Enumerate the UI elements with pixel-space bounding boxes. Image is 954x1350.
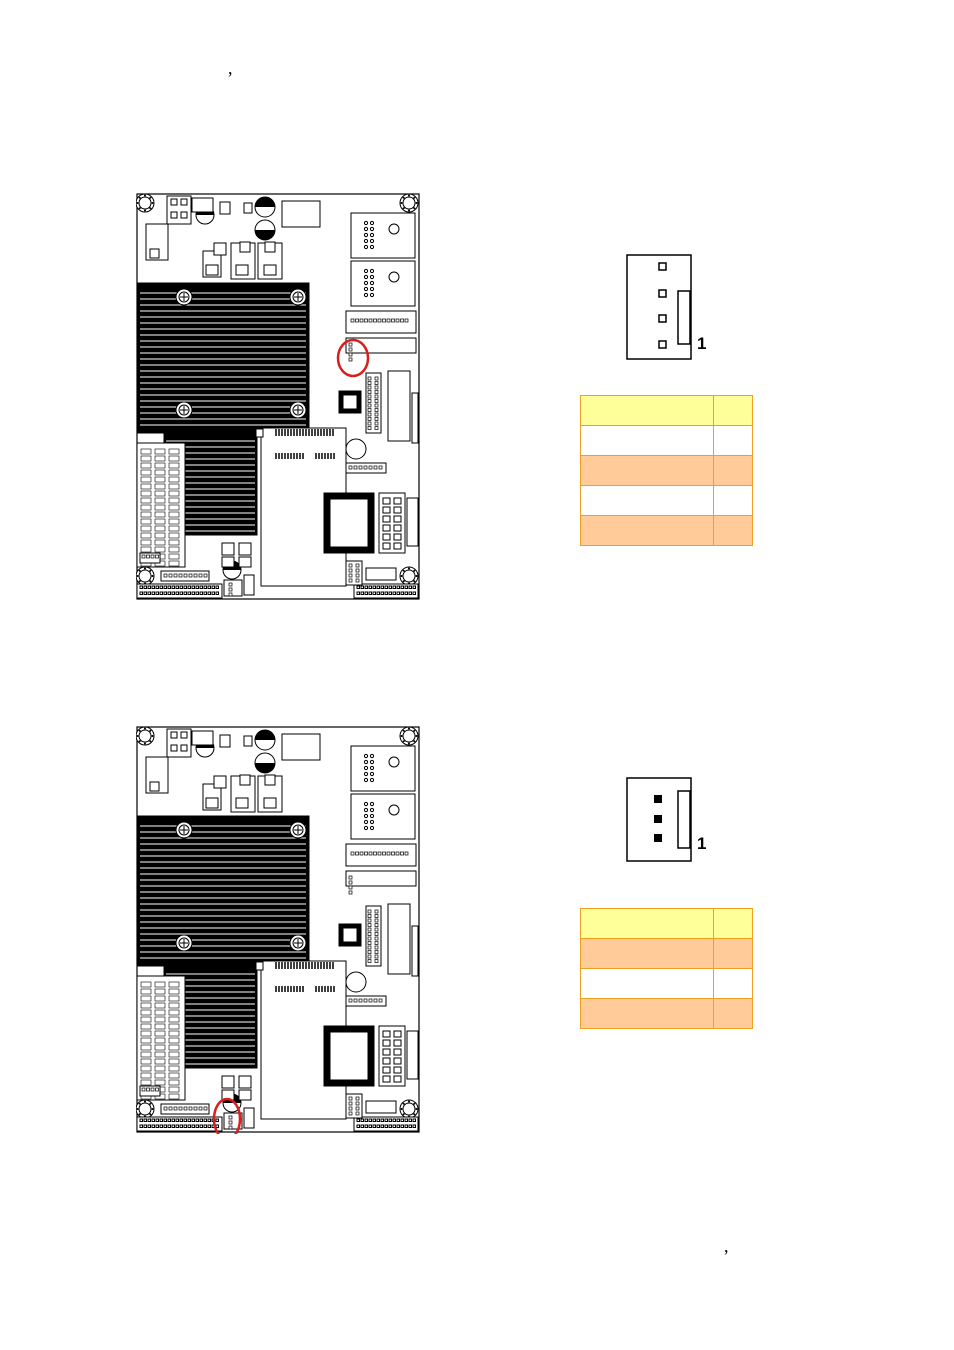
table-row (581, 969, 753, 999)
cpu-heatsink (137, 816, 309, 966)
memory-slot (137, 976, 185, 1100)
motherboard-diagram-1 (136, 193, 421, 601)
pin-header (346, 561, 362, 585)
cpu-heatsink (137, 283, 309, 433)
table-header-row (581, 909, 753, 939)
mounting-hole-icon (136, 1100, 154, 1118)
table-row (581, 999, 753, 1029)
chip (192, 198, 213, 212)
mounting-hole-icon (136, 194, 154, 212)
pin-header (229, 1116, 232, 1129)
heatsink-screw-icon (290, 402, 306, 418)
pin-header (346, 1094, 362, 1118)
memory-slot (137, 443, 185, 567)
chip (244, 203, 252, 213)
pin-table-1 (580, 395, 753, 546)
table-row (581, 426, 753, 456)
mounting-hole-icon (400, 1100, 418, 1118)
vga-port (388, 904, 410, 974)
usb-port (351, 261, 415, 306)
vga-port (388, 371, 410, 441)
heatsink-screw-icon (176, 822, 192, 838)
bottom-comma: , (724, 1236, 729, 1256)
mounting-hole-icon (136, 567, 154, 585)
motherboard-layout-1 (136, 193, 421, 601)
pcb-outline (136, 194, 419, 599)
lan-port (351, 213, 415, 258)
pin-header (366, 1101, 396, 1113)
fan-connector-3pin-drawing (626, 777, 696, 868)
table-row (581, 516, 753, 546)
top-comma: , (228, 58, 233, 78)
table-row (581, 486, 753, 516)
pin1-label: 1 (697, 334, 707, 353)
heatsink-screw-icon (176, 402, 192, 418)
pin-header (164, 574, 207, 577)
usb-port (351, 794, 415, 839)
mounting-hole-icon (400, 194, 418, 212)
pin-header (164, 1107, 207, 1110)
pcb-outline (136, 727, 419, 1134)
mounting-hole-icon (400, 727, 418, 745)
pin-header (349, 999, 382, 1002)
pin-table-2 (580, 908, 753, 1029)
battery-icon (346, 972, 366, 992)
motherboard-diagram-2 (136, 726, 421, 1134)
pin-header (229, 583, 232, 596)
chip (220, 735, 230, 747)
heatsink-screw-icon (176, 935, 192, 951)
lan-port (351, 746, 415, 791)
hdmi-port (407, 498, 418, 546)
battery-icon (346, 439, 366, 459)
chip (220, 202, 230, 214)
heatsink-screw-icon (176, 289, 192, 305)
heatsink-screw-icon (290, 822, 306, 838)
power-connector (282, 201, 320, 227)
fan-connector-4pin-drawing (626, 254, 696, 367)
mounting-hole-icon (400, 567, 418, 585)
pin-header (349, 466, 382, 469)
heatsink-screw-icon (290, 935, 306, 951)
mounting-hole-icon (136, 727, 154, 745)
fan-header-system (224, 580, 242, 596)
table-header-row (581, 396, 753, 426)
table-row (581, 939, 753, 969)
table-row (581, 456, 753, 486)
chip (244, 736, 252, 746)
chip (192, 731, 213, 745)
hdmi-port (407, 1031, 418, 1079)
heatsink-screw-icon (290, 289, 306, 305)
pin-header (366, 568, 396, 580)
motherboard-layout-2 (136, 726, 421, 1134)
pin1-label: 1 (697, 834, 707, 853)
power-connector (282, 734, 320, 760)
